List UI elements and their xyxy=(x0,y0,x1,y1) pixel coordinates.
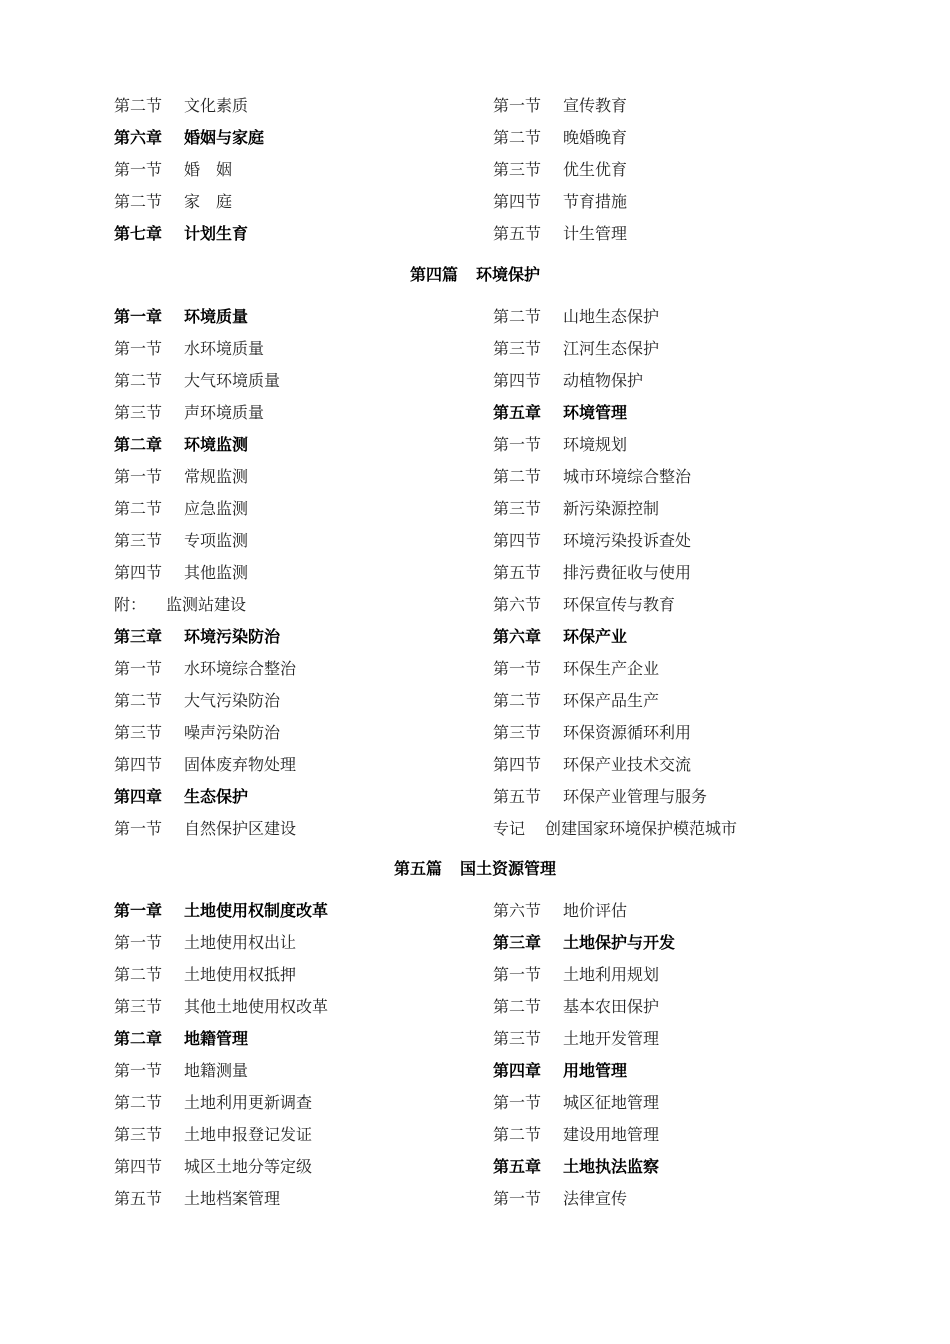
toc-entry[interactable]: 第三节 江河生态保护 xyxy=(493,339,660,358)
toc-entry[interactable]: 第二节 基本农田保护 xyxy=(493,997,660,1016)
toc-chapter[interactable]: 第二章 地籍管理 xyxy=(114,1029,249,1048)
toc-entry[interactable]: 第二节 大气环境质量 xyxy=(114,371,281,390)
toc-entry[interactable]: 第一节 土地使用权出让 xyxy=(114,933,297,952)
toc-entry[interactable]: 第五节 计生管理 xyxy=(493,224,628,243)
toc-entry[interactable]: 第一节 婚 姻 xyxy=(114,160,233,179)
toc-entry[interactable]: 第二节 应急监测 xyxy=(114,499,249,518)
toc-chapter[interactable]: 第一章 土地使用权制度改革 xyxy=(114,901,329,920)
toc-chapter[interactable]: 第五章 环境管理 xyxy=(493,403,628,422)
toc-appendix[interactable]: 附： 监测站建设 xyxy=(114,595,247,614)
toc-entry[interactable]: 第二节 晚婚晚育 xyxy=(493,128,628,147)
toc-entry[interactable]: 第一节 常规监测 xyxy=(114,467,249,486)
toc-entry[interactable]: 第四节 动植物保护 xyxy=(493,371,644,390)
toc-chapter[interactable]: 第二章 环境监测 xyxy=(114,435,249,454)
toc-entry[interactable]: 第六节 环保宣传与教育 xyxy=(493,595,676,614)
toc-right-column xyxy=(493,895,675,1215)
toc-entry[interactable]: 第二节 家 庭 xyxy=(114,192,233,211)
toc-entry[interactable]: 第一节 法律宣传 xyxy=(493,1189,628,1208)
toc-entry[interactable]: 第二节 山地生态保护 xyxy=(493,307,660,326)
toc-entry[interactable]: 第二节 大气污染防治 xyxy=(114,691,281,710)
toc-entry[interactable]: 第一节 城区征地管理 xyxy=(493,1093,660,1112)
toc-entry[interactable]: 第三节 其他土地使用权改革 xyxy=(114,997,329,1016)
toc-special-record[interactable]: 专记 创建国家环境保护模范城市 xyxy=(493,819,738,838)
toc-left-column xyxy=(114,895,328,1215)
toc-entry[interactable]: 第一节 宣传教育 xyxy=(493,96,628,115)
toc-entry[interactable]: 第三节 噪声污染防治 xyxy=(114,723,281,742)
toc-chapter[interactable]: 第六章 环保产业 xyxy=(493,627,628,646)
toc-entry[interactable]: 第一节 环境规划 xyxy=(493,435,628,454)
toc-entry[interactable]: 第四节 城区土地分等定级 xyxy=(114,1157,313,1176)
toc-entry[interactable]: 第三节 声环境质量 xyxy=(114,403,265,422)
toc-chapter[interactable]: 第四章 生态保护 xyxy=(114,787,249,806)
toc-chapter[interactable]: 第五章 土地执法监察 xyxy=(493,1157,660,1176)
toc-entry[interactable]: 第一节 环保生产企业 xyxy=(493,659,660,678)
toc-entry[interactable]: 第二节 土地使用权抵押 xyxy=(114,965,297,984)
toc-entry[interactable]: 第二节 土地利用更新调查 xyxy=(114,1093,313,1112)
toc-entry[interactable]: 第三节 新污染源控制 xyxy=(493,499,660,518)
toc-entry[interactable]: 第五节 排污费征收与使用 xyxy=(493,563,692,582)
toc-chapter[interactable]: 第七章 计划生育 xyxy=(114,224,249,243)
toc-right-column xyxy=(493,90,627,250)
toc-entry[interactable]: 第四节 环境污染投诉查处 xyxy=(493,531,692,550)
part-heading-4[interactable]: 第四篇 环境保护 xyxy=(409,265,541,284)
toc-left-column xyxy=(114,301,296,845)
toc-entry[interactable]: 第二节 建设用地管理 xyxy=(493,1125,660,1144)
toc-entry[interactable]: 第三节 土地开发管理 xyxy=(493,1029,660,1048)
part-heading-5[interactable]: 第五篇 国土资源管理 xyxy=(393,859,557,878)
toc-entry[interactable]: 第二节 城市环境综合整治 xyxy=(493,467,692,486)
toc-chapter[interactable]: 第四章 用地管理 xyxy=(493,1061,628,1080)
toc-entry[interactable]: 第一节 自然保护区建设 xyxy=(114,819,297,838)
toc-entry[interactable]: 第四节 其他监测 xyxy=(114,563,249,582)
toc-entry[interactable]: 第六节 地价评估 xyxy=(493,901,628,920)
toc-entry[interactable]: 第四节 固体废弃物处理 xyxy=(114,755,297,774)
toc-chapter[interactable]: 第三章 土地保护与开发 xyxy=(493,933,676,952)
toc-entry[interactable]: 第三节 土地申报登记发证 xyxy=(114,1125,313,1144)
toc-entry[interactable]: 第一节 土地利用规划 xyxy=(493,965,660,984)
toc-entry[interactable]: 第一节 水环境综合整治 xyxy=(114,659,297,678)
toc-chapter[interactable]: 第一章 环境质量 xyxy=(114,307,249,326)
toc-entry[interactable]: 第二节 环保产品生产 xyxy=(493,691,660,710)
toc-left-column xyxy=(114,90,264,250)
toc-chapter[interactable]: 第六章 婚姻与家庭 xyxy=(114,128,265,147)
toc-entry[interactable]: 第二节 文化素质 xyxy=(114,96,249,115)
toc-entry[interactable]: 第三节 优生优育 xyxy=(493,160,628,179)
toc-entry[interactable]: 第五节 环保产业管理与服务 xyxy=(493,787,708,806)
toc-entry[interactable]: 第三节 环保资源循环利用 xyxy=(493,723,692,742)
toc-entry[interactable]: 第四节 节育措施 xyxy=(493,192,628,211)
toc-entry[interactable]: 第五节 土地档案管理 xyxy=(114,1189,281,1208)
toc-entry[interactable]: 第三节 专项监测 xyxy=(114,531,249,550)
toc-chapter[interactable]: 第三章 环境污染防治 xyxy=(114,627,281,646)
toc-right-column xyxy=(493,301,737,845)
toc-entry[interactable]: 第一节 地籍测量 xyxy=(114,1061,249,1080)
toc-entry[interactable]: 第四节 环保产业技术交流 xyxy=(493,755,692,774)
toc-entry[interactable]: 第一节 水环境质量 xyxy=(114,339,265,358)
